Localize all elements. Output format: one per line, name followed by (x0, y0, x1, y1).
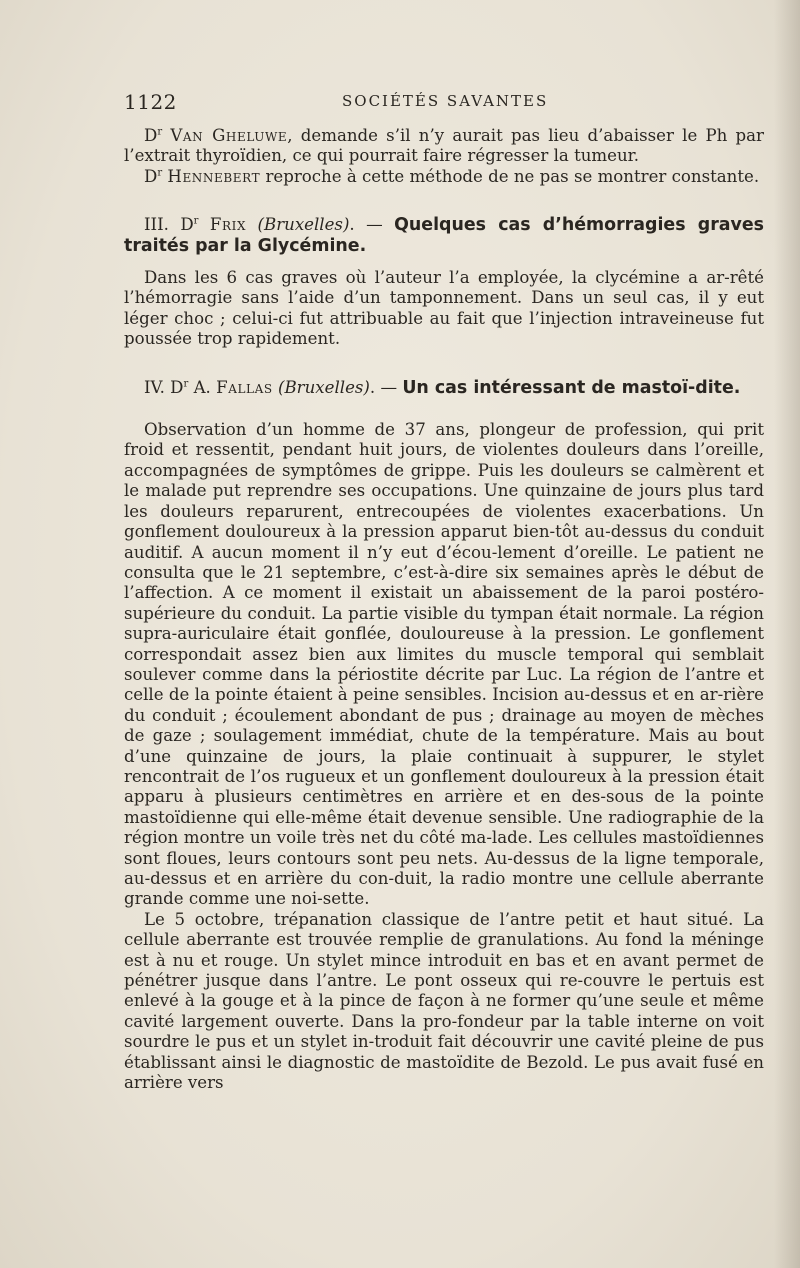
page-number: 1122 (124, 90, 177, 114)
running-head: SOCIÉTÉS SAVANTES (342, 92, 549, 110)
section-4-operation: Le 5 octobre, trépanation classique de l’antre petit et haut situé. La cellule aberrante est trouvée remplie de granulations. Au fond la méninge est à nu et rouge. Un stylet mince introduit en bas et en avant permet de pénétrer jusque dans l’antre. Le pont osseux qui re-couvre le pertuis est enlevé à la gouge et à la pince de façon à ne former qu’une seule et même cavité largement ouverte. Dans la pro-fondeur par la table interne on voit sourdre le pus et un stylet in-troduit fait découvrir une cavité pleine de pus établissant ainsi le diagnostic de mastoïdite de Bezold. Le pus avait fusé en arrière vers (124, 909, 764, 1093)
page-edge-shadow (774, 0, 800, 1268)
section-numeral: IV. D (144, 377, 184, 397)
heading-dash: . — (349, 215, 395, 235)
author-name: Frix (209, 215, 247, 235)
section-4-observation: Observation d’un homme de 37 ans, plongeur de profession, qui prit froid et ressentit, pendant huit jours, de violentes douleurs dans l’oreille, accompagnées de symptômes de grippe. Puis les douleurs se calmèrent et le malade put reprendre ses occupations. Une quinzaine de jours plus tard les douleurs reparurent, entrecoupées de violentes exacerbations. Un gonflement douloureux à la pression apparut bien-tôt au-dessus du conduit auditif. A aucun moment il n’y eut d’écou-lement d’oreille. Le patient ne consulta que le 21 septembre, c’est-à-dire six semaines après le début de l’affection. A ce moment il existait un abaissement de la paroi postéro-supérieure du conduit. La partie visible du tympan était normale. La région supra-auriculaire était gonflée, douloureuse à la pression. Le gonflement correspondait assez bien aux limites du muscle temporal qui semblait soulever comme dans la périostite décrite par Luc. La région de l’antre et celle de la pointe étaient à peine sensibles. Incision au-dessus et en ar-rière du conduit ; écoulement abondant de pus ; drainage au moyen de mèches de gaze ; soulagement immédiat, chute de la température. Mais au bout d’une quinzaine de jours, la plaie continuait à suppurer, le stylet rencontrait de l’os rugueux et un gonflement douloureux à la pression était apparu à plusieurs centimètres en arrière et en des-sous de la pointe mastoïdienne qui elle-même était devenue sensible. Une radiographie de la région montre un voile très net du côté ma-lade. Les cellules mastoïdiennes sont floues, leurs contours sont peu nets. Au-dessus de la ligne temporale, au-dessus et en arrière du con-duit, la radio montre une cellule aberrante grande comme une noi-sette. (124, 420, 764, 909)
doctor-prefix: D (144, 126, 158, 145)
article-body (124, 126, 764, 1093)
author-city: (Bruxelles) (278, 377, 370, 397)
section-title: Un cas intéressant de mastoï-dite. (402, 377, 741, 398)
author-city: (Bruxelles) (257, 215, 350, 235)
speaker-name: Van Gheluwe (170, 126, 288, 145)
doctor-sup: r (183, 378, 189, 390)
discussion-paragraph-1 (124, 126, 764, 167)
doctor-sup: r (193, 215, 199, 227)
page-header (124, 90, 764, 120)
discussion-text: reproche à cette méthode de ne pas se montrer constante. (260, 166, 760, 186)
doctor-sup: r (157, 167, 163, 179)
section-4-heading (124, 378, 764, 398)
section-title: Quelques cas d’hémorragies graves traités par la Glycémine. (124, 215, 764, 256)
section-3-heading (124, 215, 764, 256)
discussion-text: , demande s’il n’y aurait pas lieu d’abaisser le Ph par l’extrait thyroïdien, ce qui pourrait faire régresser la tumeur. (124, 126, 764, 166)
section-numeral: III. D (144, 215, 194, 235)
author-name: Fallas (216, 377, 273, 397)
heading-dash: . — (369, 377, 403, 397)
doctor-sup: r (157, 126, 163, 138)
discussion-paragraph-2 (124, 167, 764, 187)
speaker-name: Hennebert (167, 166, 261, 186)
author-initial: A. (193, 377, 217, 397)
doctor-prefix: D (144, 166, 158, 186)
section-3-body: Dans les 6 cas graves où l’auteur l’a employée, la clycémine a ar-rêté l’hémorragie sans l’aide d’un tamponnement. Dans un seul cas, il y eut léger choc ; celui-ci fut attribuable au fait que l’injection intraveineuse fut poussée trop rapidement. (124, 268, 764, 349)
